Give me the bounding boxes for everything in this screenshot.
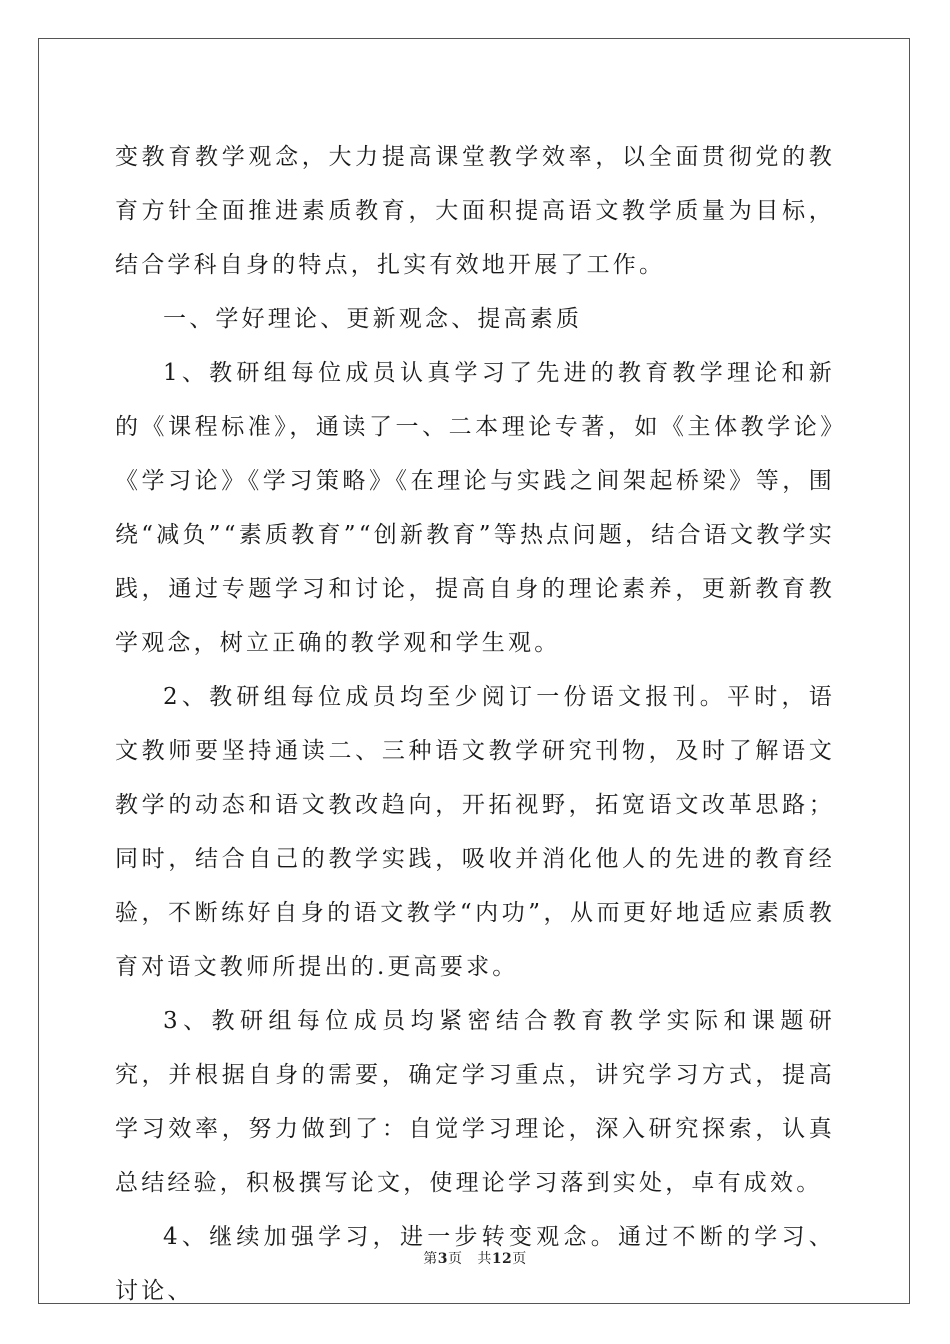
paragraph-item-3: 3、教研组每位成员均紧密结合教育教学实际和课题研究，并根据自身的需要，确定学习重点，讲究学习方式，提高学习效率，努力做到了：自觉学习理论，深入研究探索，认真总结经验，积极撰写论文，使理论学习落到实处，卓有成效。	[115, 1008, 835, 1196]
footer-total-suffix: 页	[512, 1251, 527, 1267]
footer-current-page: 3	[437, 1251, 448, 1267]
paragraph-item-1: 1、教研组每位成员认真学习了先进的教育教学理论和新的《课程标准》，通读了一、二本理论专著，如《主体教学论》《学习论》《学习策略》《在理论与实践之间架起桥梁》等，围绕“减负”“素质教育”“创新教育”等热点问题，结合语文教学实践，通过专题学习和讨论，提高自身的理论素养，更新教育教学观念，树立正确的教学观和学生观。	[115, 360, 835, 656]
page-footer	[0, 1248, 950, 1268]
paragraph-item-2: 2、教研组每位成员均至少阅订一份语文报刊。平时，语文教师要坚持通读二、三种语文教学研究刊物，及时了解语文教学的动态和语文教改趋向，开拓视野，拓宽语文改革思路；同时，结合自己的教学实践，吸收并消化他人的先进的教育经验，不断练好自身的语文教学“内功”，从而更好地适应素质教育对语文教师所提出的.更高要求。	[115, 684, 835, 980]
footer-prefix: 第	[423, 1251, 438, 1267]
footer-total-pages: 12	[491, 1251, 513, 1267]
footer-total-prefix: 共	[477, 1251, 492, 1267]
footer-page-word: 页	[447, 1251, 463, 1267]
section-heading-1: 一、学好理论、更新观念、提高素质	[163, 306, 583, 332]
paragraph-intro-continuation: 变教育教学观念，大力提高课堂教学效率，以全面贯彻党的教育方针全面推进素质教育，大面积提高语文教学质量为目标，结合学科自身的特点，扎实有效地开展了工作。	[115, 144, 835, 278]
paragraph-item-4: 4、继续加强学习，进一步转变观念。通过不断的学习、讨论、	[115, 1224, 835, 1304]
document-body	[115, 130, 835, 1318]
